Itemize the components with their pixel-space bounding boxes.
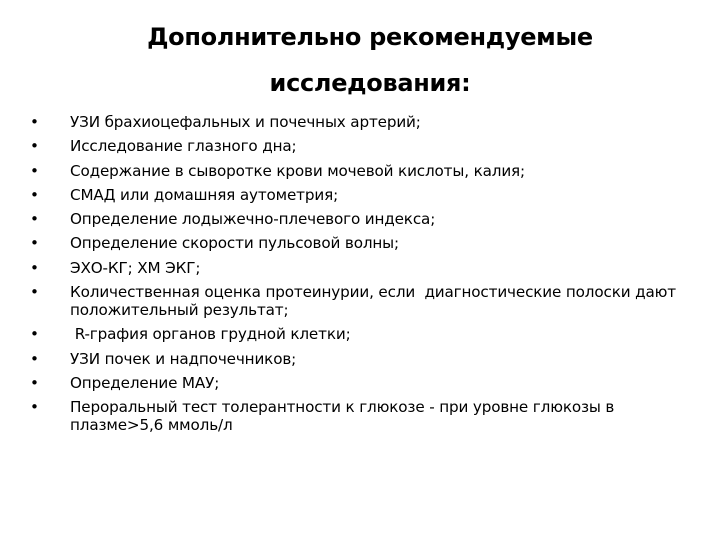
bullet-icon: • (30, 185, 39, 204)
bullet-icon: • (30, 373, 39, 392)
list-item-text: Исследование глазного дна; (70, 137, 297, 156)
bullet-icon: • (30, 283, 39, 302)
list-item (30, 374, 690, 392)
list-item-text: УЗИ почек и надпочечников; (70, 349, 297, 368)
bullet-list (30, 113, 690, 441)
list-item-text: УЗИ брахиоцефальных и почечных артерий; (70, 113, 421, 131)
list-item-text: Определение лодыжечно-плечевого индекса; (70, 210, 436, 229)
list-item (30, 325, 690, 343)
bullet-icon: • (30, 210, 39, 229)
list-item-text: Определение МАУ; (70, 373, 220, 392)
bullet-icon: • (30, 325, 39, 344)
title-line-1: Дополнительно рекомендуемые (147, 23, 593, 51)
list-item (30, 162, 690, 180)
title-line-2: исследования: (269, 69, 471, 97)
bullet-icon: • (30, 161, 39, 180)
list-item (30, 113, 690, 131)
bullet-icon: • (30, 258, 39, 277)
bullet-icon: • (30, 234, 39, 253)
list-item-text: Пероральный тест толерантности к глюкозе - при уровне глюкозы в плазме>5,6 ммоль/л (70, 398, 615, 435)
list-item-text: Количественная оценка протеинурии, если диагностические полоски дают положительный результат; (70, 283, 681, 320)
list-item (30, 398, 690, 434)
list-item (30, 137, 690, 155)
list-item-text: ЭХО-КГ; ХМ ЭКГ; (70, 258, 201, 277)
list-item-text: R-графия органов грудной клетки; (70, 325, 351, 344)
bullet-icon: • (30, 349, 39, 368)
list-item (30, 186, 690, 204)
bullet-icon: • (30, 113, 39, 131)
list-item (30, 259, 690, 277)
list-item (30, 210, 690, 228)
bullet-icon: • (30, 398, 39, 417)
list-item (30, 283, 690, 319)
bullet-icon: • (30, 137, 39, 156)
list-item-text: Содержание в сыворотке крови мочевой кислоты, калия; (70, 161, 525, 180)
list-item-text: Определение скорости пульсовой волны; (70, 234, 399, 253)
list-item (30, 350, 690, 368)
list-item-text: СМАД или домашняя аутометрия; (70, 185, 339, 204)
slide-title (120, 14, 620, 106)
list-item (30, 234, 690, 252)
